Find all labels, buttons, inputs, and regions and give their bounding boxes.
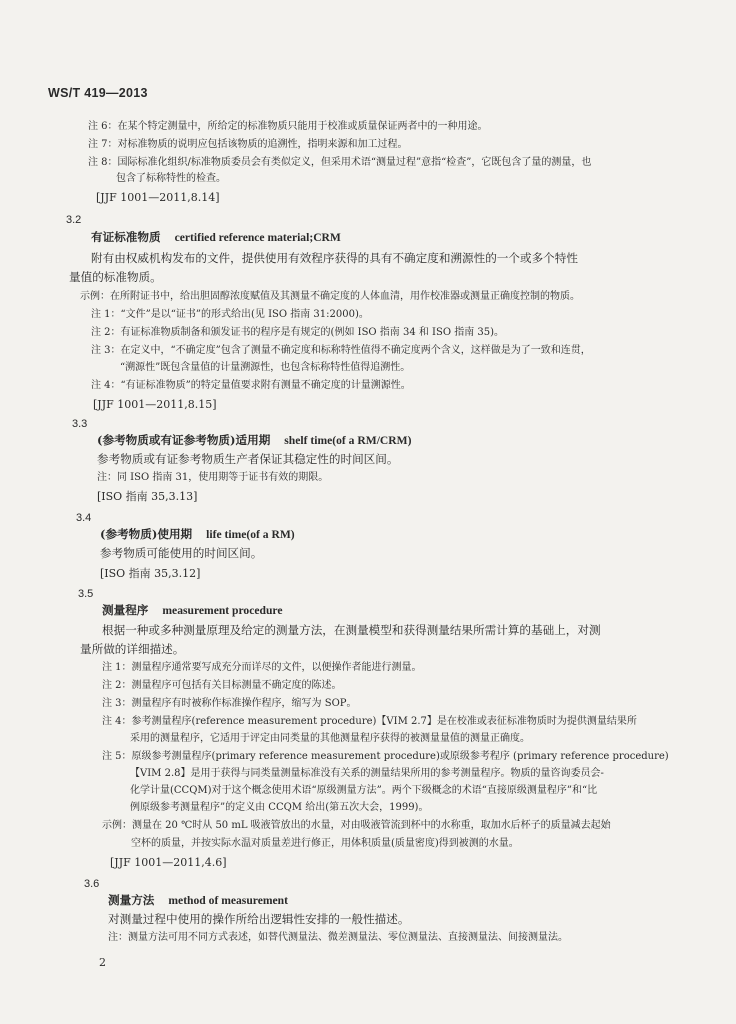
note-3-5-1: 注 1：测量程序通常要写成充分而详尽的文件，以便操作者能进行测量。 [102, 662, 422, 673]
standard-code-header: WS/T 419—2013 [48, 86, 148, 100]
term-en: life time(of a RM) [206, 528, 295, 541]
note-3-2-3-line1: 注 3：在定义中，“不确定度”包含了测量不确定度和标称特性值得不确定度两个含义，这样做是为了一致和连贯， [91, 345, 591, 356]
term-3-2 [91, 231, 341, 245]
note-3-5-5-line3: 化学计量(CCQM)对于这个概念使用术语“原级测量方法”。两个下级概念的术语“直接原级测量程序”和“比 [130, 785, 598, 796]
term-en: certified reference material;CRM [174, 231, 341, 244]
section-number-3-3: 3.3 [72, 418, 88, 430]
definition-3-2-line1: 附有由权威机构发布的文件，提供使用有效程序获得的具有不确定度和溯源性的一个或多个特性 [91, 251, 578, 265]
note-3-5-4-line2: 采用的测量程序，它适用于评定由同类量的其他测量程序获得的被测量量值的测量正确度。 [130, 733, 530, 744]
term-cn: (参考物质)使用期 [100, 527, 193, 541]
note-3-5-5-line4: 例原级参考测量程序”的定义由 CCQM 给出(第五次大会，1999)。 [130, 802, 429, 813]
note-3-2-4: 注 4：“有证标准物质”的特定量值要求附有测量不确定度的计量溯源性。 [91, 380, 411, 391]
example-3-5-line2: 空杯的质量，并按实际水温对质量差进行修正，用体积质量(质量密度)得到被测的水量。 [131, 838, 519, 849]
note-3-2-1: 注 1：“文件”是以“证书”的形式给出(见 ISO 指南 31:2000)。 [91, 309, 369, 320]
note-8-line1: 注 8：国际标准化组织/标准物质委员会有类似定义，但采用术语“测量过程”意指“检查”，它既包含了量的测量，也 [88, 157, 592, 168]
term-3-5 [102, 604, 283, 618]
note-3-5-3: 注 3：测量程序有时被称作标准操作程序，缩写为 SOP。 [102, 698, 357, 709]
reference-3-3: [ISO 指南 35,3.13] [97, 490, 198, 503]
definition-3-4: 参考物质可能使用的时间区间。 [100, 546, 263, 560]
reference-3-2: [JJF 1001—2011,8.15] [93, 398, 217, 411]
term-cn: (参考物质或有证参考物质)适用期 [97, 433, 271, 447]
section-number-3-2: 3.2 [66, 214, 82, 226]
term-en: measurement procedure [162, 604, 283, 617]
note-3-5-4-line1: 注 4：参考测量程序(reference measurement procedure)【VIM 2.7】是在校准或表征标准物质时为提供测量结果所 [102, 716, 637, 727]
reference-3-5: [JJF 1001—2011,4.6] [110, 856, 227, 869]
section-number-3-5: 3.5 [78, 588, 94, 600]
definition-3-2-line2: 量值的标准物质。 [69, 270, 162, 284]
section-number-3-4: 3.4 [76, 512, 92, 524]
definition-3-5-line1: 根据一种或多种测量原理及给定的测量方法，在测量模型和获得测量结果所需计算的基础上，对测 [102, 623, 601, 637]
note-3-2-2: 注 2：有证标准物质制备和颁发证书的程序是有规定的(例如 ISO 指南 34 和 ISO 指南 35)。 [91, 327, 505, 338]
note-3-5-5-line2: 【VIM 2.8】是用于获得与同类量测量标准没有关系的测量结果所用的参考测量程序。物质的量咨询委员会- [130, 768, 604, 779]
example-3-5-line1: 示例：测量在 20 ℃时从 50 mL 吸液管放出的水量，对由吸液管流到杯中的水称重，取加水后杯子的质量减去起始 [102, 820, 611, 831]
note-8-line2: 包含了标称特性的检查。 [116, 173, 226, 184]
page-number: 2 [99, 956, 106, 969]
term-cn: 测量程序 [102, 603, 149, 617]
note-6: 注 6：在某个特定测量中，所给定的标准物质只能用于校准或质量保证两者中的一种用途。 [88, 121, 488, 132]
term-3-6 [108, 894, 288, 908]
term-3-3 [97, 434, 411, 448]
reference-3-4: [ISO 指南 35,3.12] [100, 567, 201, 580]
term-en: method of measurement [168, 894, 288, 907]
note-3-6: 注：测量方法可用不同方式表述，如替代测量法、微差测量法、零位测量法、直接测量法、间接测量法。 [108, 932, 568, 943]
example-3-2: 示例：在所附证书中，给出胆固醇浓度赋值及其测量不确定度的人体血清，用作校准器或测量正确度控制的物质。 [80, 291, 580, 302]
definition-3-6: 对测量过程中使用的操作所给出逻辑性安排的一般性描述。 [108, 912, 410, 926]
definition-3-5-line2: 量所做的详细描述。 [80, 642, 185, 656]
term-cn: 测量方法 [108, 893, 155, 907]
term-cn: 有证标准物质 [91, 230, 161, 244]
term-en: shelf time(of a RM/CRM) [284, 434, 412, 447]
term-3-4 [100, 528, 295, 542]
note-7: 注 7：对标准物质的说明应包括该物质的追溯性，指明来源和加工过程。 [88, 139, 408, 150]
note-3-2-3-line2: “溯源性”既包含量值的计量溯源性，也包含标称特性值得追溯性。 [120, 362, 411, 373]
definition-3-3: 参考物质或有证参考物质生产者保证其稳定性的时间区间。 [97, 452, 399, 466]
reference-3-1: [JJF 1001—2011,8.14] [96, 191, 220, 204]
note-3-5-2: 注 2：测量程序可包括有关目标测量不确定度的陈述。 [102, 680, 342, 691]
section-number-3-6: 3.6 [84, 878, 100, 890]
note-3-5-5-line1: 注 5：原级参考测量程序(primary reference measurement procedure)或原级参考程序 (primary reference procedure) [102, 751, 669, 762]
note-3-3: 注：同 ISO 指南 31，使用期等于证书有效的期限。 [97, 472, 329, 483]
